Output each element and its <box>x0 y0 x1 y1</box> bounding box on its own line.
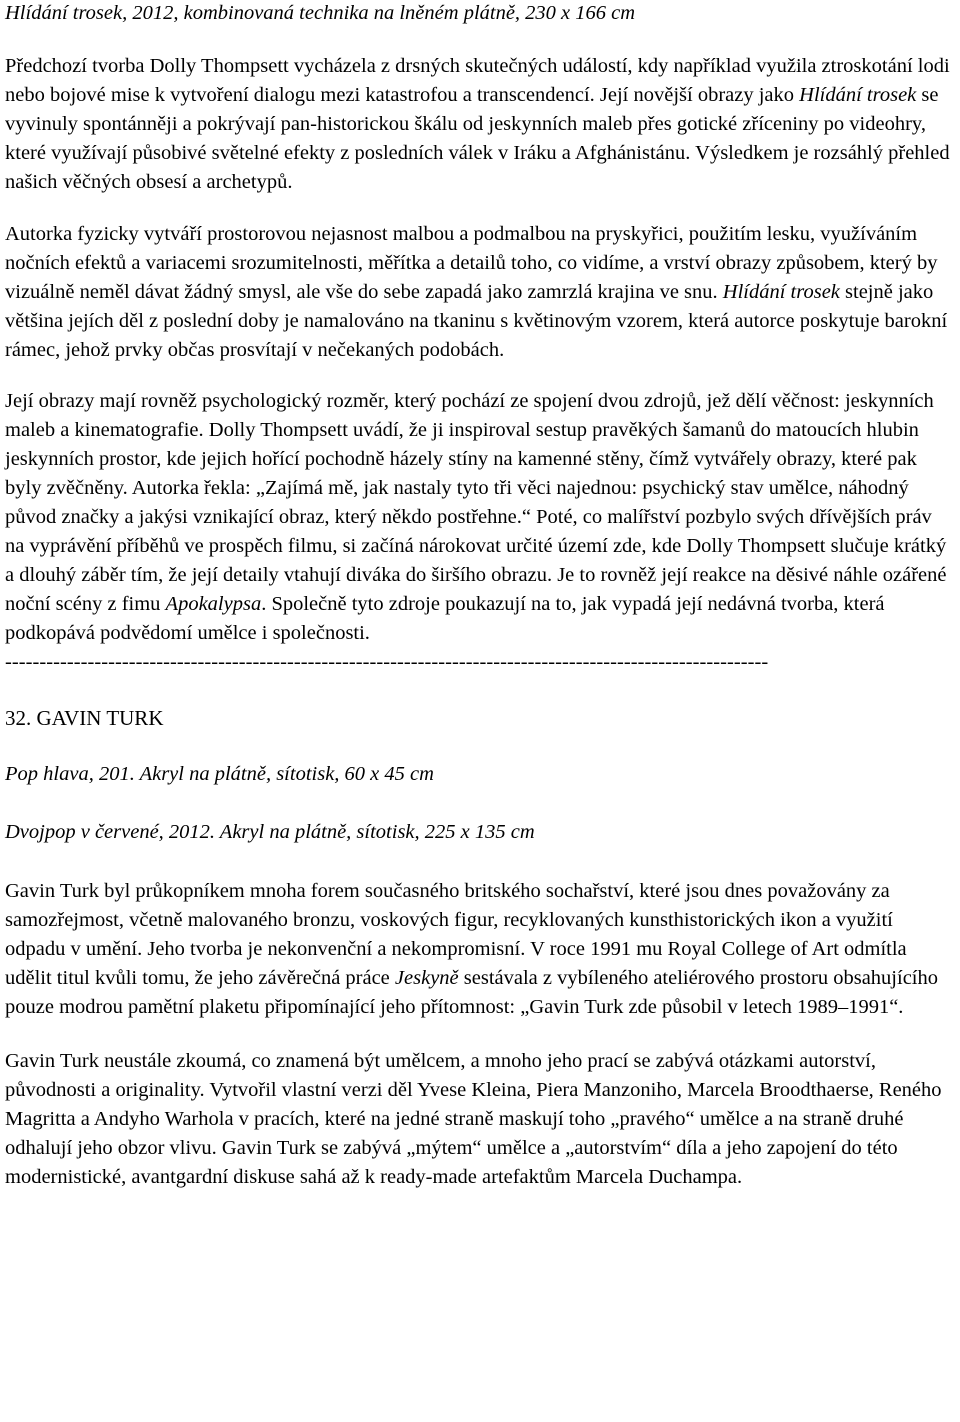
artwork-caption: Hlídání trosek, 2012, kombinovaná technika na lněném plátně, 230 x 166 cm <box>5 2 636 24</box>
paragraph-thompsett-3 <box>5 387 950 648</box>
section-divider: --------------------------------------------------------------------------------------------------------------- <box>5 651 769 673</box>
paragraph-thompsett-2 <box>5 220 950 365</box>
section-heading: 32. GAVIN TURK <box>5 706 164 730</box>
text-run: Autorka fyzicky vytváří prostorovou nejasnost malbou a podmalbou na pryskyřici, použitím lesku, využíváním nočních efektů a variacemi srozumitelnosti, měřítka a detailů toho, co vidíme, a vrství obrazy způsobem, který by vizuálně neměl dávat žádný smysl, ale vše do sebe zapadá jako zamrzlá krajina ve snu. <box>5 223 938 303</box>
paragraph-turk-1 <box>5 877 950 1022</box>
text-run: Gavin Turk byl průkopníkem mnoha forem současného britského sochařství, které jsou dnes považovány za samozřejmost, včetně malovaného bronzu, voskových figur, recyklovaných kunsthistorických ikon a využití odpadu v umění. Jeho tvorba je nekonvenční a nekompromisní. V roce 1991 mu Royal College of Art odmítla udělit titul kvůli tomu, že jeho závěrečná práce <box>5 880 907 989</box>
text-run: stejně jako většina jejích děl z poslední doby je namalováno na tkaninu s květinovým vzorem, která autorce poskytuje barokní rámec, jehož prvky občas prosvítají v nečekaných podobách. <box>5 281 948 361</box>
text-run: se vyvinuly spontánněji a pokrývají pan-historickou škálu od jeskynních maleb přes gotické zříceniny po videohry, které využívají působivé světelné efekty z posledních válek v Iráku a Afghánistánu. Výsledkem je rozsáhlý přehled našich věčných obsesí a archetypů. <box>5 84 950 193</box>
italic-title: Jeskyně <box>394 967 459 989</box>
paragraph-thompsett-1 <box>5 52 950 197</box>
paragraph-turk-2 <box>5 1047 950 1192</box>
text-run: Předchozí tvorba Dolly Thompsett vycházela z drsných skutečných událostí, kdy například využila ztroskotání lodi nebo bojové mise k vytvoření dialogu mezi katastrofou a transcendencí. Její novější obrazy jako <box>5 55 950 106</box>
artwork-caption-pop-hlava: Pop hlava, 201. Akryl na plátně, sítotisk, 60 x 45 cm <box>5 763 434 785</box>
text-run: Gavin Turk neustále zkoumá, co znamená být umělcem, a mnoho jeho prací se zabývá otázkami autorství, původnosti a originality. Vytvořil vlastní verzi děl Yvese Kleina, Piera Manzoniho, Marcela Broodthaerse, Reného Magritta a Andyho Warhola v pracích, které na jedné straně maskují toho „pravého“ umělce a na straně druhé odhalují jeho obzor vlivu. Gavin Turk se zabývá „mýtem“ umělce a „autorstvím“ díla a jeho zapojení do této modernistické, avantgardní diskuse sahá až k ready-made artefaktům Marcela Duchampa. <box>5 1050 942 1188</box>
text-run: . Společně tyto zdroje poukazují na to, jak vypadá její nedávná tvorba, která podkopává podvědomí umělce i společnosti. <box>5 593 885 644</box>
text-run: sestávala z vybíleného ateliérového prostoru obsahujícího pouze modrou pamětní plaketu připomínající jeho přítomnost: „Gavin Turk zde působil v letech 1989–1991“. <box>5 967 938 1018</box>
italic-title: Apokalypsa <box>165 593 262 615</box>
italic-title: Hlídání trosek <box>722 281 840 303</box>
italic-title: Hlídání trosek <box>799 84 917 106</box>
artwork-caption-dvojpop: Dvojpop v červené, 2012. Akryl na plátně, sítotisk, 225 x 135 cm <box>5 821 535 843</box>
text-run: Její obrazy mají rovněž psychologický rozměr, který pochází ze spojení dvou zdrojů, jež dělí věčnost: jeskynních maleb a kinematografie. Dolly Thompsett uvádí, že ji inspiroval sestup pravěkých šamanů do matoucích hlubin jeskynních prostor, kde jejich hořící pochodně házely stíny na kamenné stěny, čímž vytvářely obrazy, které pak byly zvěčněny. Autorka řekla: „Zajímá mě, jak nastaly tyto tři věci najednou: psychický stav umělce, náhodný původ značky a jakýsi vznikající obraz, který někdo postřehne.“ Poté, co malířství pozbylo svých dřívějších práv na vyprávění příběhů ve prospěch filmu, si začíná nárokovat určité území zde, kde Dolly Thompsett slučuje krátký a dlouhý záběr tím, že její detaily vtahují diváka do širšího obrazu. Je to rovněž její reakce na děsivé náhle ozářené noční scény z fimu <box>5 390 947 615</box>
